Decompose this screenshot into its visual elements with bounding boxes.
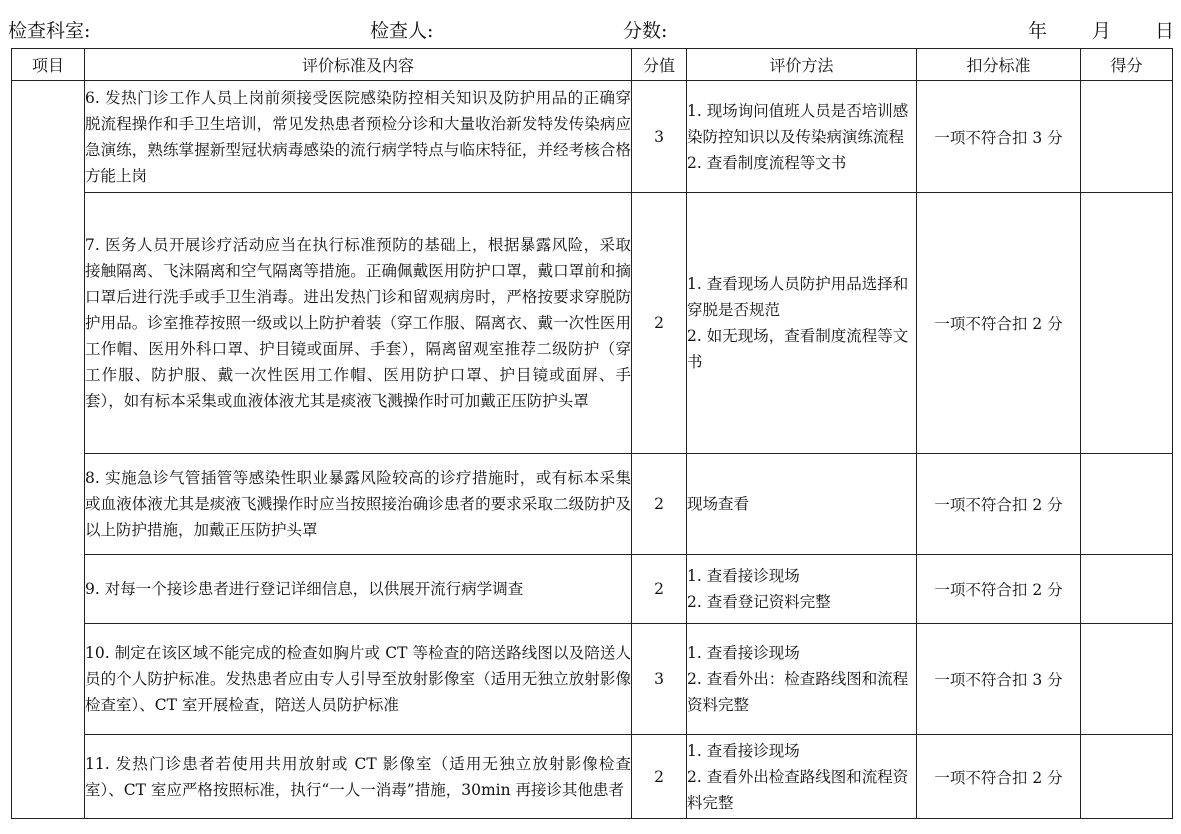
value-cell: 2 — [632, 555, 687, 624]
table-row — [12, 193, 1173, 454]
header-value: 分值 — [632, 49, 687, 81]
method-line: 2. 查看登记资料完整 — [687, 593, 831, 611]
table-row — [12, 81, 1173, 193]
deduction-cell: 一项不符合扣 2 分 — [917, 555, 1081, 624]
month-label: 月 — [1092, 20, 1112, 42]
method-line: 1. 现场询问值班人员是否培训感染防控知识以及传染病演练流程 — [687, 101, 909, 146]
value-cell: 2 — [632, 735, 687, 819]
deduction-cell: 一项不符合扣 2 分 — [917, 454, 1081, 555]
table-row — [12, 624, 1173, 735]
standard-cell: 11. 发热门诊患者若使用共用放射或 CT 影像室（适用无独立放射影像检查室）、CT 室应严格按照标准，执行“一人一消毒”措施，30min 再接诊其他患者 — [85, 735, 632, 819]
table-row — [12, 454, 1173, 555]
header-deduction: 扣分标准 — [917, 49, 1081, 81]
deduction-cell: 一项不符合扣 3 分 — [917, 81, 1081, 193]
method-cell — [687, 624, 917, 735]
method-cell — [687, 735, 917, 819]
method-cell — [687, 555, 917, 624]
form-header — [0, 16, 1181, 46]
standard-cell: 7. 医务人员开展诊疗活动应当在执行标准预防的基础上，根据暴露风险，采取接触隔离、飞沫隔离和空气隔离等措施。正确佩戴医用防护口罩，戴口罩前和摘口罩后进行洗手或手卫生消毒。进出发热门诊和留观病房时，严格按要求穿脱防护用品。诊室推荐按照一级或以上防护着装（穿工作服、隔离衣、戴一次性医用工作帽、医用外科口罩、护目镜或面屏、手套），隔离留观室推荐二级防护（穿工作服、防护服、戴一次性医用工作帽、医用防护口罩、护目镜或面屏、手套），如有标本采集或血液体液尤其是痰液飞溅操作时可加戴正压防护头罩 — [85, 193, 632, 454]
year-label: 年 — [1028, 20, 1048, 42]
score-label: 分数: — [623, 20, 668, 42]
method-line: 1. 查看接诊现场 — [687, 741, 800, 760]
score-cell[interactable] — [1081, 81, 1173, 193]
value-cell: 3 — [632, 624, 687, 735]
method-cell — [687, 193, 917, 454]
table-row — [12, 555, 1173, 624]
method-cell — [687, 81, 917, 193]
deduction-cell: 一项不符合扣 2 分 — [917, 193, 1081, 454]
method-line: 2. 查看外出：检查路线图和流程资料完整 — [687, 670, 909, 714]
method-line: 2. 查看外出检查路线图和流程资料完整 — [687, 767, 909, 812]
method-line: 1. 查看现场人员防护用品选择和穿脱是否规范 — [687, 275, 909, 319]
deduction-cell: 一项不符合扣 3 分 — [917, 624, 1081, 735]
method-line: 2. 如无现场，查看制度流程等文书 — [687, 327, 909, 371]
method-line: 现场查看 — [687, 495, 750, 513]
score-cell[interactable] — [1081, 454, 1173, 555]
deduction-cell: 一项不符合扣 2 分 — [917, 735, 1081, 819]
standard-cell: 10. 制定在该区域不能完成的检查如胸片或 CT 等检查的陪送路线图以及陪送人员的个人防护标准。发热患者应由专人引导至放射影像室（适用无独立放射影像检查室）、CT 室开展检查，陪送人员防护标准 — [85, 624, 632, 735]
header-standard: 评价标准及内容 — [85, 49, 632, 81]
score-cell[interactable] — [1081, 193, 1173, 454]
method-line: 2. 查看制度流程等文书 — [687, 153, 847, 172]
table-row — [12, 735, 1173, 819]
header-item: 项目 — [12, 49, 85, 81]
score-cell[interactable] — [1081, 624, 1173, 735]
method-line: 1. 查看接诊现场 — [687, 644, 800, 662]
standard-cell: 8. 实施急诊气管插管等感染性职业暴露风险较高的诊疗措施时，或有标本采集或血液体液尤其是痰液飞溅操作时应当按照接治确诊患者的要求采取二级防护及以上防护措施，加戴正压防护头罩 — [85, 454, 632, 555]
value-cell: 3 — [632, 81, 687, 193]
department-label: 检查科室: — [8, 20, 91, 42]
header-method: 评价方法 — [687, 49, 917, 81]
day-label: 日 — [1155, 20, 1175, 42]
value-cell: 2 — [632, 454, 687, 555]
item-cell — [12, 81, 85, 819]
method-line: 1. 查看接诊现场 — [687, 567, 800, 585]
score-cell[interactable] — [1081, 735, 1173, 819]
value-cell: 2 — [632, 193, 687, 454]
method-cell — [687, 454, 917, 555]
evaluation-table — [11, 48, 1173, 819]
standard-cell: 9. 对每一个接诊患者进行登记详细信息，以供展开流行病学调查 — [85, 555, 632, 624]
header-score: 得分 — [1081, 49, 1173, 81]
score-cell[interactable] — [1081, 555, 1173, 624]
inspector-label: 检查人: — [370, 20, 434, 42]
table-header-row — [12, 49, 1173, 81]
standard-cell: 6. 发热门诊工作人员上岗前须接受医院感染防控相关知识及防护用品的正确穿脱流程操作和手卫生培训，常见发热患者预检分诊和大量收治新发特发传染病应急演练，熟练掌握新型冠状病毒感染的流行病学特点与临床特征，并经考核合格方能上岗 — [85, 81, 632, 193]
